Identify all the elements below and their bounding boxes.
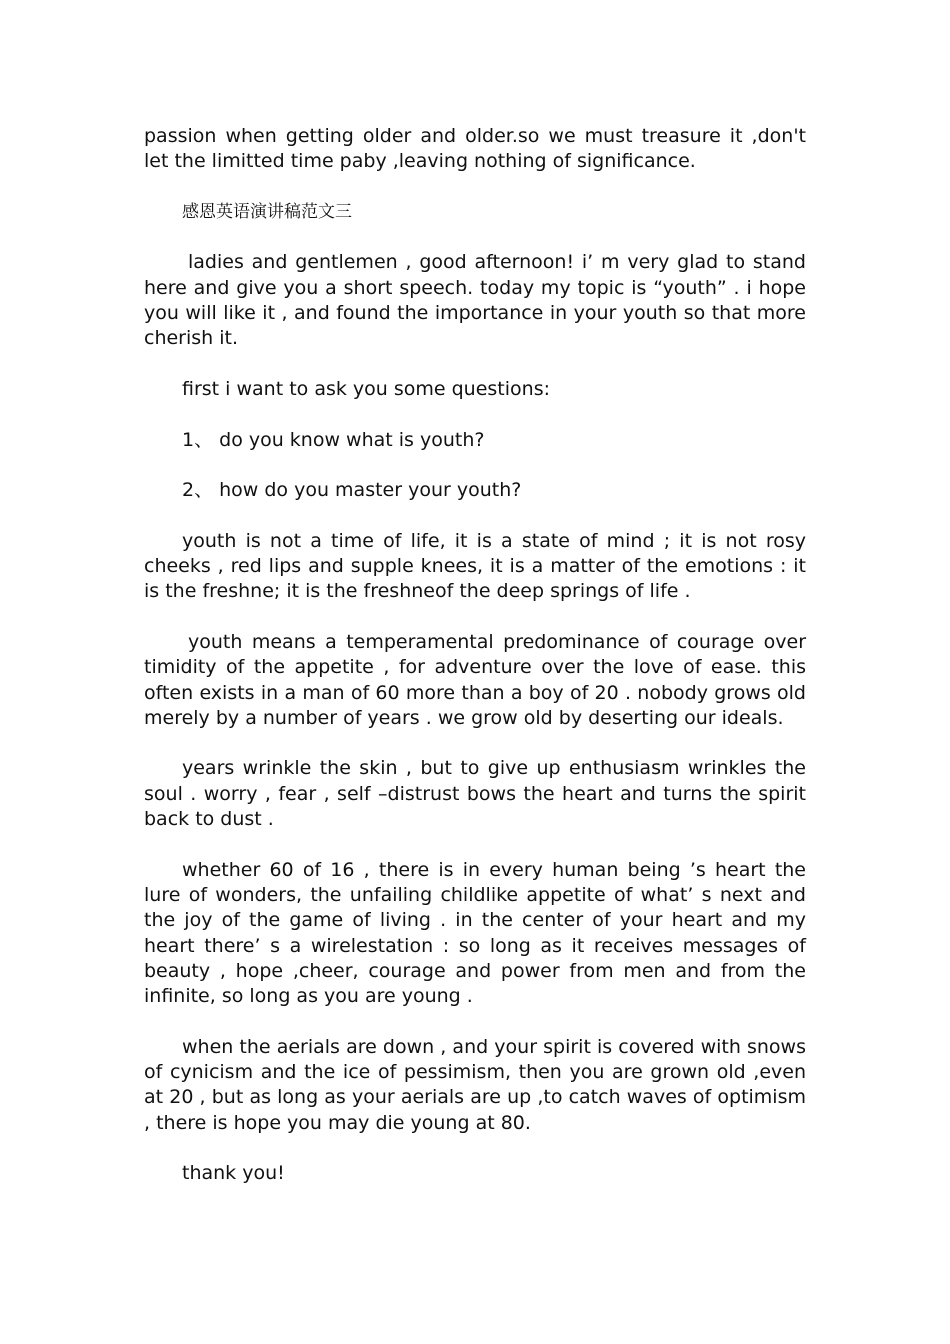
paragraph-youth-state-of-mind: youth is not a time of life, it is a state of mind ; it is not rosy cheeks , red lips and supple knees, it is a matter of the emotions : it is the freshne; it is the freshneof the deep springs of life . <box>144 529 806 603</box>
question-item-1: 1、 do you know what is youth? <box>182 428 485 451</box>
question-item-2: 2、 how do you master your youth? <box>182 479 522 502</box>
paragraph-lure-of-wonders: whether 60 of 16 , there is in every human being ’s heart the lure of wonders, the unfailing childlike appetite of what’ s next and the joy of the game of living . in the center of your heart and my heart there’ s a wirelestation : so long as it receives messages of beauty , hope ,cheer, courage and power from men and from the infinite, so long as you are young . <box>144 858 806 1008</box>
paragraph-aerials: when the aerials are down , and your spirit is covered with snows of cynicism and the ice of pessimism, then you are grown old ,even at 20 , but as long as your aerials are up ,to catch waves of optimism , there is hope you may die young at 80. <box>144 1035 806 1134</box>
paragraph-youth-courage: youth means a temperamental predominance of courage over timidity of the appetite , for adventure over the love of ease. this often exists in a man of 60 more than a boy of 20 . nobody grows old merely by a number of years . we grow old by deserting our ideals. <box>144 630 806 729</box>
paragraph-greeting: ladies and gentlemen , good afternoon! i’ m very glad to stand here and give you a short speech. today my topic is “youth” . i hope you will like it , and found the importance in your youth so that more cherish it. <box>144 251 806 350</box>
paragraph-thank-you: thank you! <box>182 1162 285 1185</box>
paragraph-years-wrinkle: years wrinkle the skin , but to give up enthusiasm wrinkles the soul . worry , fear , self –distrust bows the heart and turns the spirit back to dust . <box>144 757 806 831</box>
document-body <box>144 124 806 1212</box>
paragraph-questions-intro: first i want to ask you some questions: <box>182 377 550 400</box>
section-heading: 感恩英语演讲稿范文三 <box>182 201 352 222</box>
paragraph-continuation: passion when getting older and older.so we must treasure it ,don't let the limitted time paby ,leaving nothing of significance. <box>144 125 806 173</box>
